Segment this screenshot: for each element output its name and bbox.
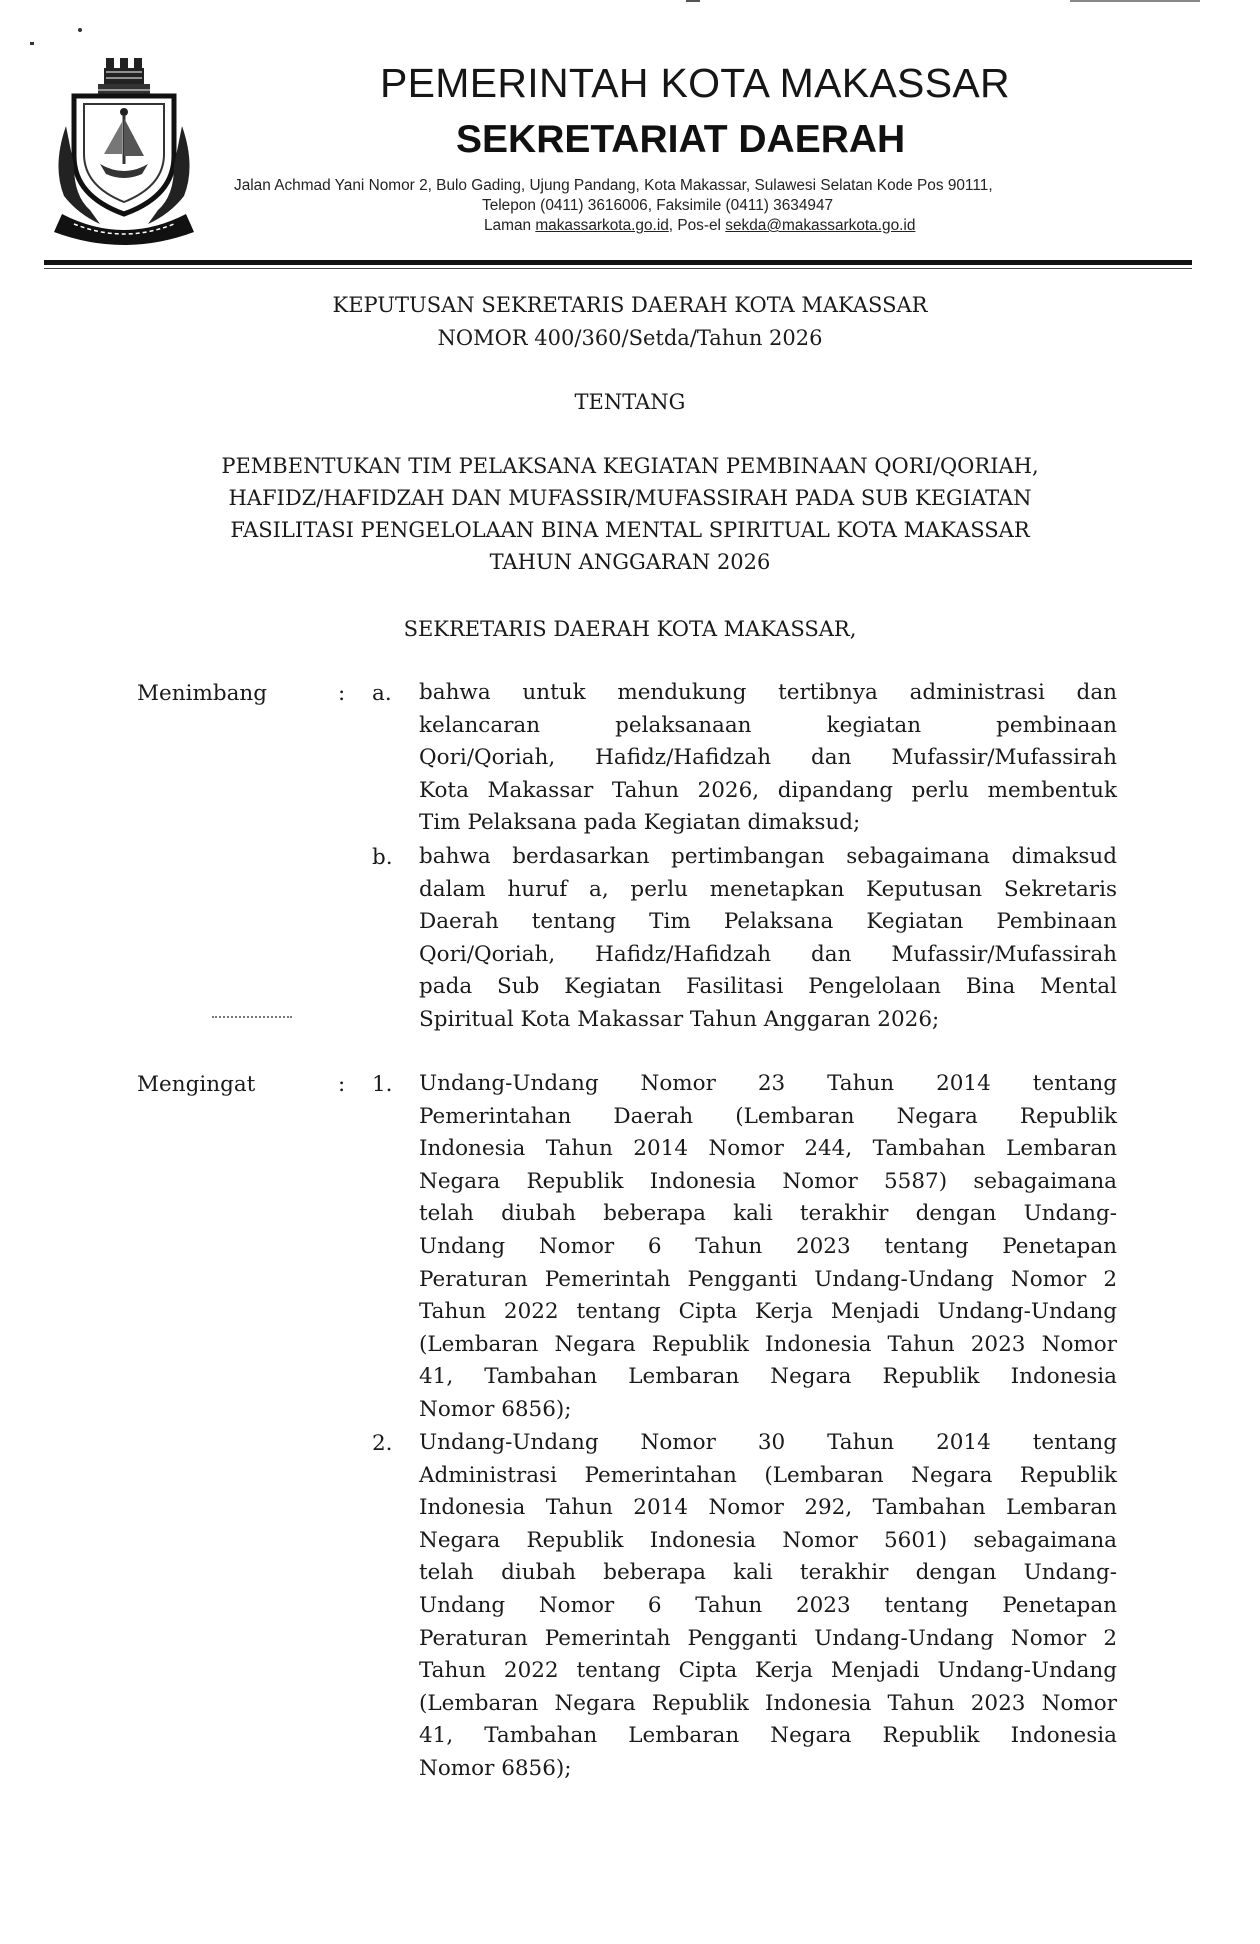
text-line: Daerah tentang Tim Pelaksana Kegiatan Pembinaan [419, 909, 1117, 935]
text-line: Kota Makassar Tahun 2026, dipandang perlu membentuk [419, 777, 1117, 803]
website-link[interactable]: makassarkota.go.id [535, 217, 669, 234]
text-line: Qori/Qoriah, Hafidz/Hafidzah dan Mufassir/Mufassirah [419, 745, 1117, 771]
text-line: bahwa berdasarkan pertimbangan sebagaimana dimaksud [419, 844, 1117, 869]
web-email-line [484, 216, 1164, 236]
website-prefix: Laman [484, 217, 536, 234]
text-line: telah diubah beberapa kali terakhir dengan Undang- [419, 1201, 1117, 1227]
scan-artifact [78, 28, 82, 32]
letterhead-divider-thin [44, 268, 1192, 269]
scan-artifact [30, 42, 34, 45]
text-line: Negara Republik Indonesia Nomor 5601) sebagaimana [419, 1527, 1117, 1553]
text-line: Undang Nomor 6 Tahun 2023 tentang Penetapan [419, 1592, 1117, 1618]
menimbang-label: Menimbang [137, 681, 268, 706]
scan-artifact [1070, 0, 1200, 2]
item-marker: b. [372, 845, 393, 870]
text-line: Pemerintahan Daerah (Lembaran Negara Republik [419, 1103, 1117, 1129]
mengingat-label: Mengingat [137, 1072, 256, 1097]
text-line: Nomor 6856); [419, 1755, 572, 1781]
text-line: Undang Nomor 6 Tahun 2023 tentang Penetapan [419, 1233, 1117, 1259]
email-link[interactable]: sekda@makassarkota.go.id [725, 217, 916, 234]
menimbang-item-b [419, 841, 1117, 1037]
text-line: 41, Tambahan Lembaran Negara Republik Indonesia [419, 1723, 1117, 1749]
subject-line: FASILITASI PENGELOLAAN BINA MENTAL SPIRITUAL KOTA MAKASSAR [230, 518, 1030, 542]
government-name: PEMERINTAH KOTA MAKASSAR [380, 60, 1010, 106]
item-marker: 1. [372, 1072, 393, 1097]
text-line: Tim Pelaksana pada Kegiatan dimaksud; [419, 810, 861, 836]
office-name: SEKRETARIAT DAERAH [456, 118, 906, 161]
text-line: 41, Tambahan Lembaran Negara Republik Indonesia [419, 1364, 1117, 1390]
text-line: Peraturan Pemerintah Pengganti Undang-Undang Nomor 2 [419, 1625, 1117, 1651]
text-line: Undang-Undang Nomor 30 Tahun 2014 tentang [419, 1430, 1117, 1455]
menimbang-colon: : [338, 681, 346, 706]
scan-artifact [686, 0, 700, 2]
text-line: Nomor 6856); [419, 1396, 572, 1422]
phone-fax-line: Telepon (0411) 3616006, Faksimile (0411) 3634947 [482, 197, 834, 214]
email-prefix: , Pos-el [668, 217, 726, 234]
item-marker: 2. [372, 1431, 393, 1456]
subject-line: PEMBENTUKAN TIM PELAKSANA KEGIATAN PEMBINAAN QORI/QORIAH, [221, 454, 1039, 478]
text-line: (Lembaran Negara Republik Indonesia Tahun 2023 Nomor [419, 1331, 1117, 1357]
address-line: Jalan Achmad Yani Nomor 2, Bulo Gading, Ujung Pandang, Kota Makassar, Sulawesi Selatan Kode Pos 90111, [234, 177, 993, 194]
coat-of-arms-logo [44, 46, 204, 246]
text-line: Peraturan Pemerintah Pengganti Undang-Undang Nomor 2 [419, 1266, 1117, 1292]
letterhead-divider [44, 260, 1192, 265]
text-line: Spiritual Kota Makassar Tahun Anggaran 2026; [419, 1006, 940, 1032]
issuer-title: SEKRETARIS DAERAH KOTA MAKASSAR, [403, 617, 857, 641]
text-line: Undang-Undang Nomor 23 Tahun 2014 tentang [419, 1071, 1117, 1096]
menimbang-item-a [419, 677, 1117, 840]
text-line: dalam huruf a, perlu menetapkan Keputusan Sekretaris [419, 876, 1117, 902]
scan-artifact [212, 1016, 292, 1020]
mengingat-item-1 [419, 1068, 1117, 1427]
subject-line: HAFIDZ/HAFIDZAH DAN MUFASSIR/MUFASSIRAH PADA SUB KEGIATAN [228, 486, 1032, 510]
decree-number: NOMOR 400/360/Setda/Tahun 2026 [437, 326, 823, 350]
text-line: Tahun 2022 tentang Cipta Kerja Menjadi Undang-Undang [419, 1299, 1117, 1325]
text-line: (Lembaran Negara Republik Indonesia Tahun 2023 Nomor [419, 1690, 1117, 1716]
text-line: kelancaran pelaksanaan kegiatan pembinaan [419, 712, 1117, 738]
decree-title: KEPUTUSAN SEKRETARIS DAERAH KOTA MAKASSAR [332, 293, 928, 317]
text-line: Indonesia Tahun 2014 Nomor 244, Tambahan Lembaran [419, 1136, 1117, 1162]
text-line: bahwa untuk mendukung tertibnya administrasi dan [419, 680, 1117, 705]
about-label: TENTANG [574, 390, 686, 414]
text-line: telah diubah beberapa kali terakhir dengan Undang- [419, 1560, 1117, 1586]
text-line: pada Sub Kegiatan Fasilitasi Pengelolaan Bina Mental [419, 974, 1117, 1000]
item-marker: a. [372, 681, 392, 706]
mengingat-colon: : [338, 1072, 346, 1097]
subject-line: TAHUN ANGGARAN 2026 [489, 550, 771, 574]
text-line: Tahun 2022 tentang Cipta Kerja Menjadi Undang-Undang [419, 1658, 1117, 1684]
mengingat-item-2 [419, 1427, 1117, 1786]
letterhead-address [234, 176, 1164, 236]
text-line: Administrasi Pemerintahan (Lembaran Negara Republik [419, 1462, 1117, 1488]
text-line: Negara Republik Indonesia Nomor 5587) sebagaimana [419, 1168, 1117, 1194]
text-line: Qori/Qoriah, Hafidz/Hafidzah dan Mufassir/Mufassirah [419, 941, 1117, 967]
text-line: Indonesia Tahun 2014 Nomor 292, Tambahan Lembaran [419, 1495, 1117, 1521]
